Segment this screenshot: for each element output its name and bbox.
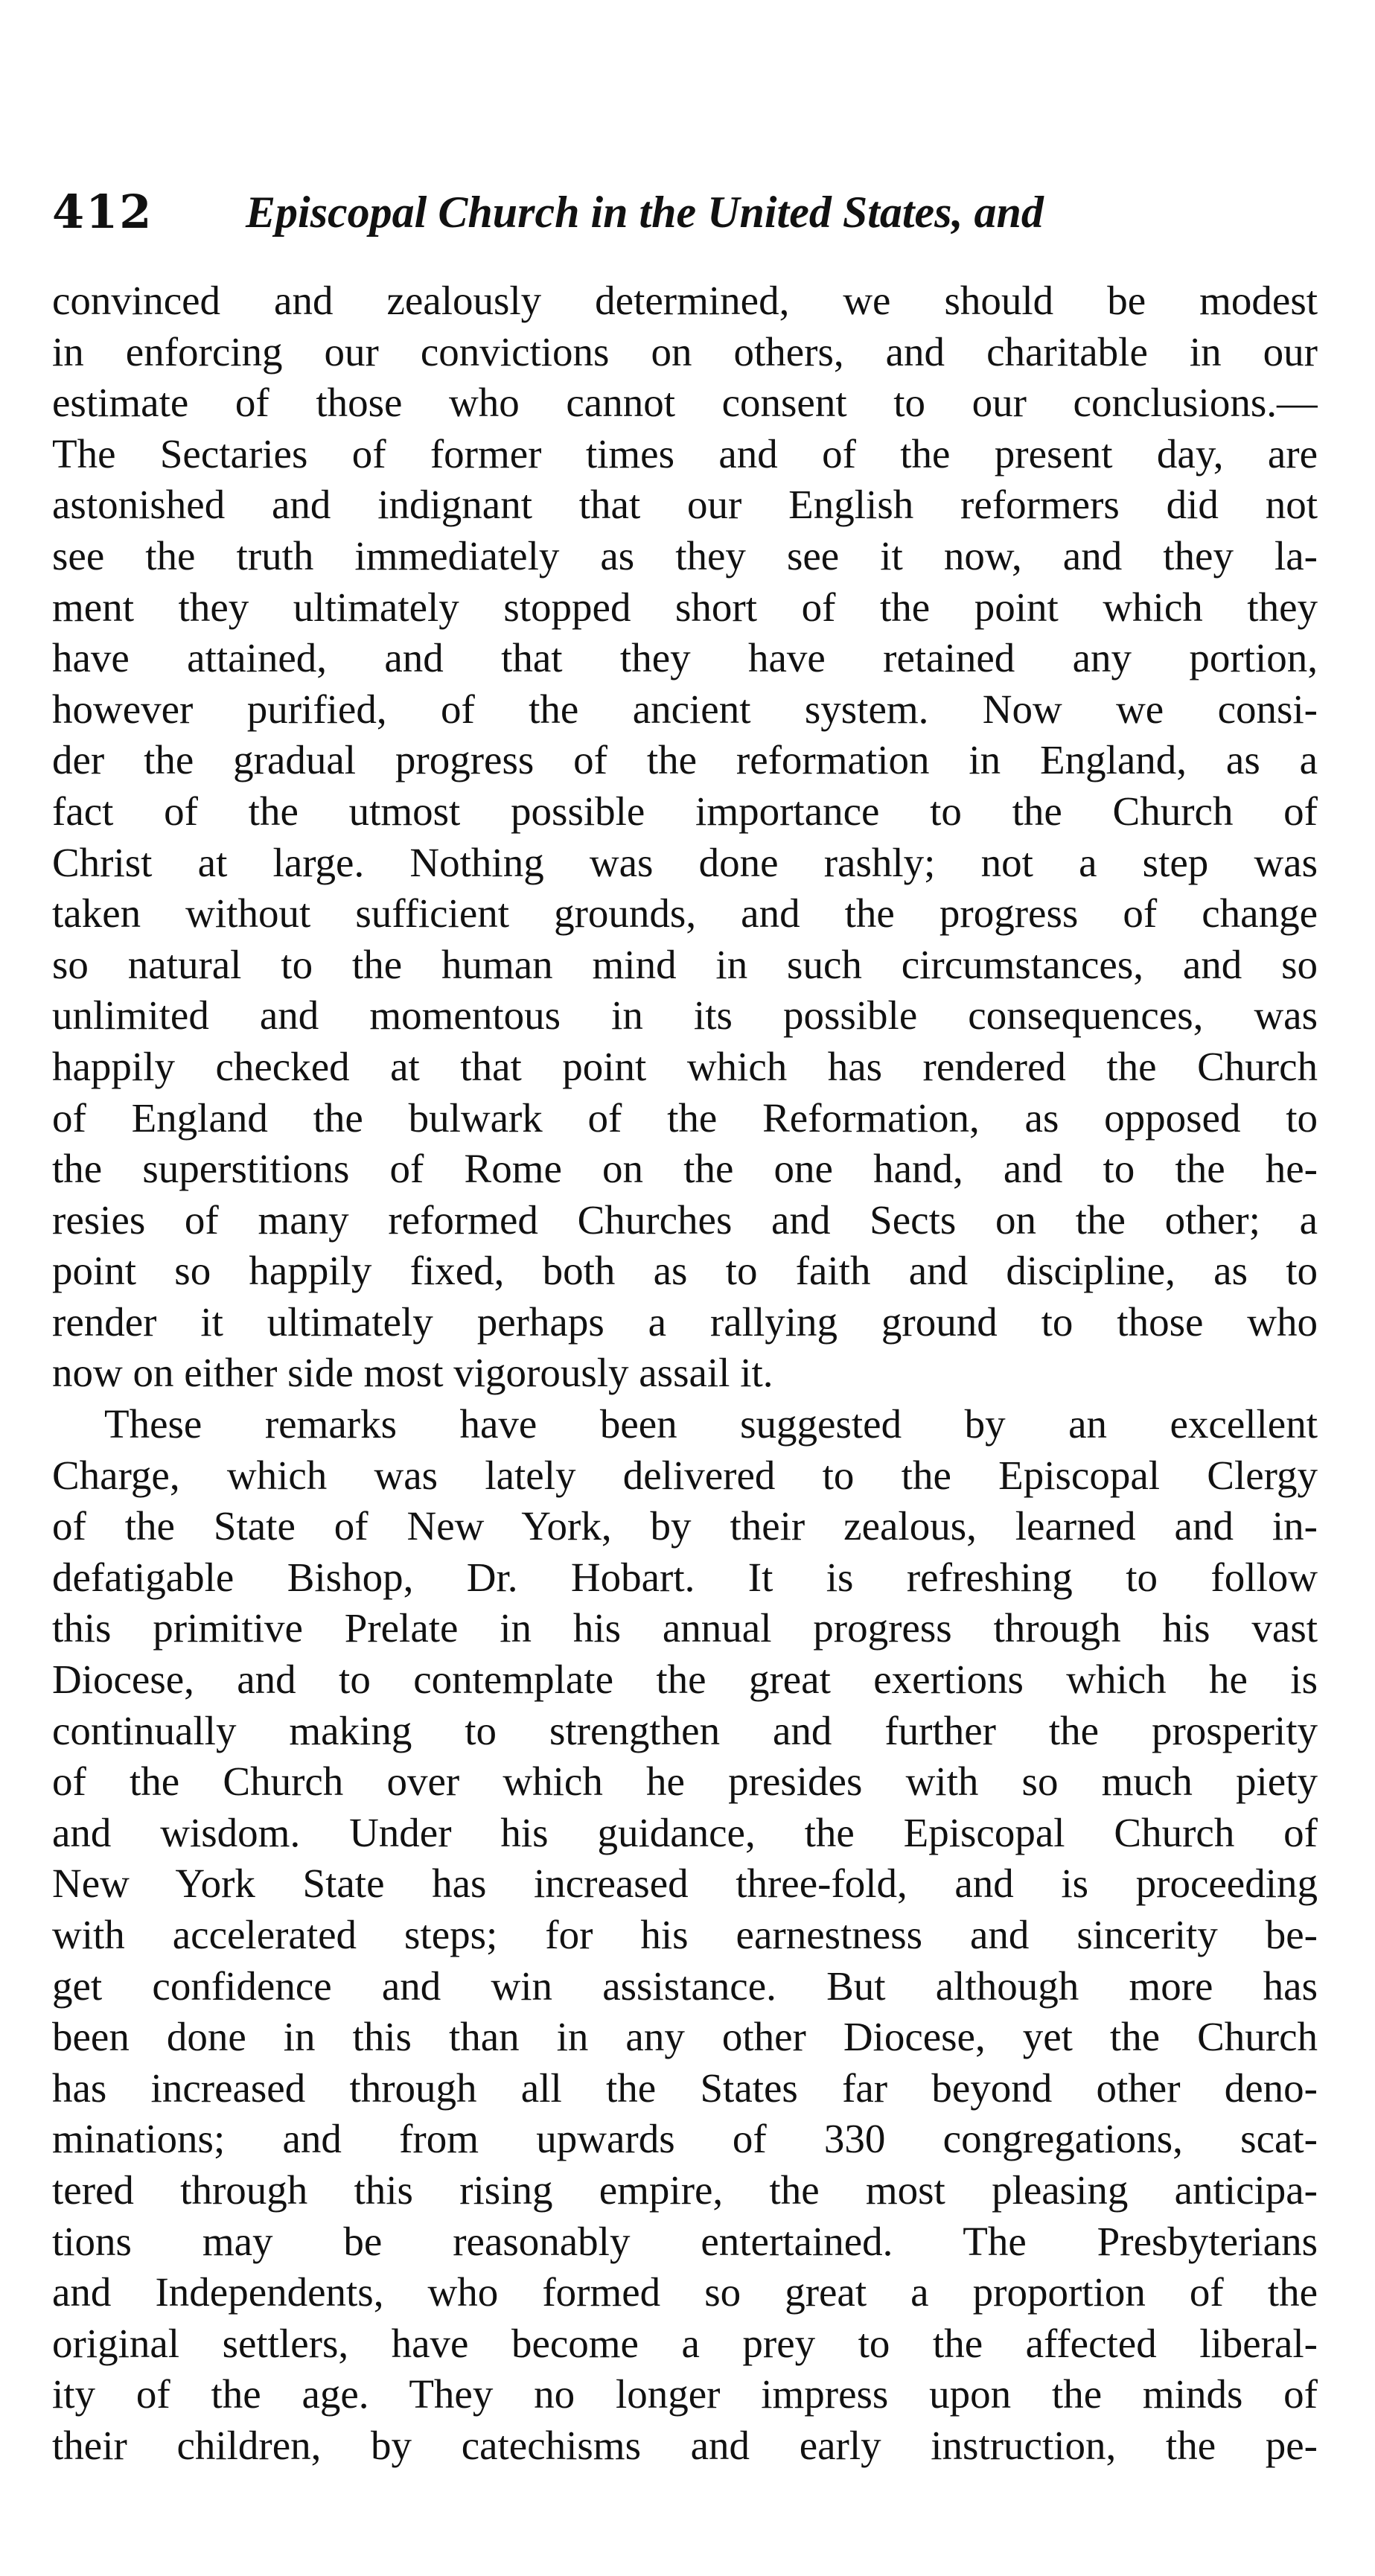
- text-line: Diocese, and to contemplate the great exertions which he is: [52, 1657, 1318, 1703]
- page-number: 412: [52, 185, 153, 239]
- text-line: so natural to the human mind in such circumstances, and so: [52, 941, 1318, 987]
- text-line: happily checked at that point which has rendered the Church: [52, 1043, 1318, 1089]
- text-line: ment they ultimately stopped short of the point which they: [52, 584, 1318, 630]
- text-line: defatigable Bishop, Dr. Hobart. It is refreshing to follow: [52, 1554, 1318, 1600]
- text-line: the superstitions of Rome on the one hand, and to the he-: [52, 1146, 1318, 1192]
- text-line: see the truth immediately as they see it now, and they la-: [52, 532, 1318, 578]
- text-line: of England the bulwark of the Reformation, as opposed to: [52, 1094, 1318, 1141]
- text-line: Charge, which was lately delivered to the Episcopal Clergy: [52, 1452, 1318, 1498]
- text-line: and Independents, who formed so great a proportion of the: [52, 2269, 1318, 2315]
- text-line: tions may be reasonably entertained. The Presbyterians: [52, 2218, 1318, 2264]
- text-line: convinced and zealously determined, we should be modest: [52, 278, 1318, 323]
- text-line: have attained, and that they have retained any portion,: [52, 635, 1318, 681]
- running-title: Episcopal Church in the United States, and: [246, 188, 1044, 237]
- text-line: and wisdom. Under his guidance, the Episcopal Church of: [52, 1809, 1318, 1855]
- text-line: point so happily fixed, both as to faith and discipline, as to: [52, 1248, 1318, 1294]
- body-text: [52, 275, 1318, 2472]
- text-line: continually making to strengthen and further the prosperity: [52, 1707, 1318, 1753]
- paragraph-end-line: now on either side most vigorously assail it.: [52, 1350, 773, 1396]
- paragraph-start-line: These remarks have been suggested by an excellent: [104, 1401, 1318, 1447]
- text-line: estimate of those who cannot consent to our conclusions.—: [52, 380, 1318, 426]
- text-line: minations; and from upwards of 330 congregations, scat-: [52, 2116, 1318, 2162]
- text-line: this primitive Prelate in his annual progress through his vast: [52, 1605, 1318, 1651]
- text-line: taken without sufficient grounds, and the progress of change: [52, 890, 1318, 937]
- text-line: astonished and indignant that our English reformers did not: [52, 482, 1318, 528]
- text-line: with accelerated steps; for his earnestness and sincerity be-: [52, 1912, 1318, 1957]
- text-line: been done in this than in any other Diocese, yet the Church: [52, 2014, 1318, 2060]
- text-line: tered through this rising empire, the most pleasing anticipa-: [52, 2167, 1318, 2213]
- running-head: [52, 179, 1318, 246]
- text-line: of the Church over which he presides with so much piety: [52, 1759, 1318, 1805]
- text-line: their children, by catechisms and early instruction, the pe-: [52, 2422, 1318, 2468]
- text-line: has increased through all the States far beyond other deno-: [52, 2065, 1318, 2111]
- text-line: resies of many reformed Churches and Sects on the other; a: [52, 1196, 1318, 1243]
- text-line: original settlers, have become a prey to the affected liberal-: [52, 2320, 1318, 2366]
- text-line: New York State has increased three-fold, and is proceeding: [52, 1861, 1318, 1907]
- text-line: The Sectaries of former times and of the present day, are: [52, 430, 1318, 476]
- text-line: however purified, of the ancient system. Now we consi-: [52, 686, 1318, 732]
- text-line: render it ultimately perhaps a rallying ground to those who: [52, 1298, 1318, 1345]
- text-line: of the State of New York, by their zealous, learned and in-: [52, 1503, 1318, 1549]
- text-line: fact of the utmost possible importance to the Church of: [52, 788, 1318, 834]
- text-line: unlimited and momentous in its possible consequences, was: [52, 992, 1318, 1039]
- text-line: in enforcing our convictions on others, and charitable in our: [52, 328, 1318, 374]
- text-line: get confidence and win assistance. But although more has: [52, 1963, 1318, 2009]
- text-line: ity of the age. They no longer impress upon the minds of: [52, 2371, 1318, 2417]
- text-line: der the gradual progress of the reformation in England, as a: [52, 737, 1318, 783]
- text-line: Christ at large. Nothing was done rashly; not a step was: [52, 839, 1318, 885]
